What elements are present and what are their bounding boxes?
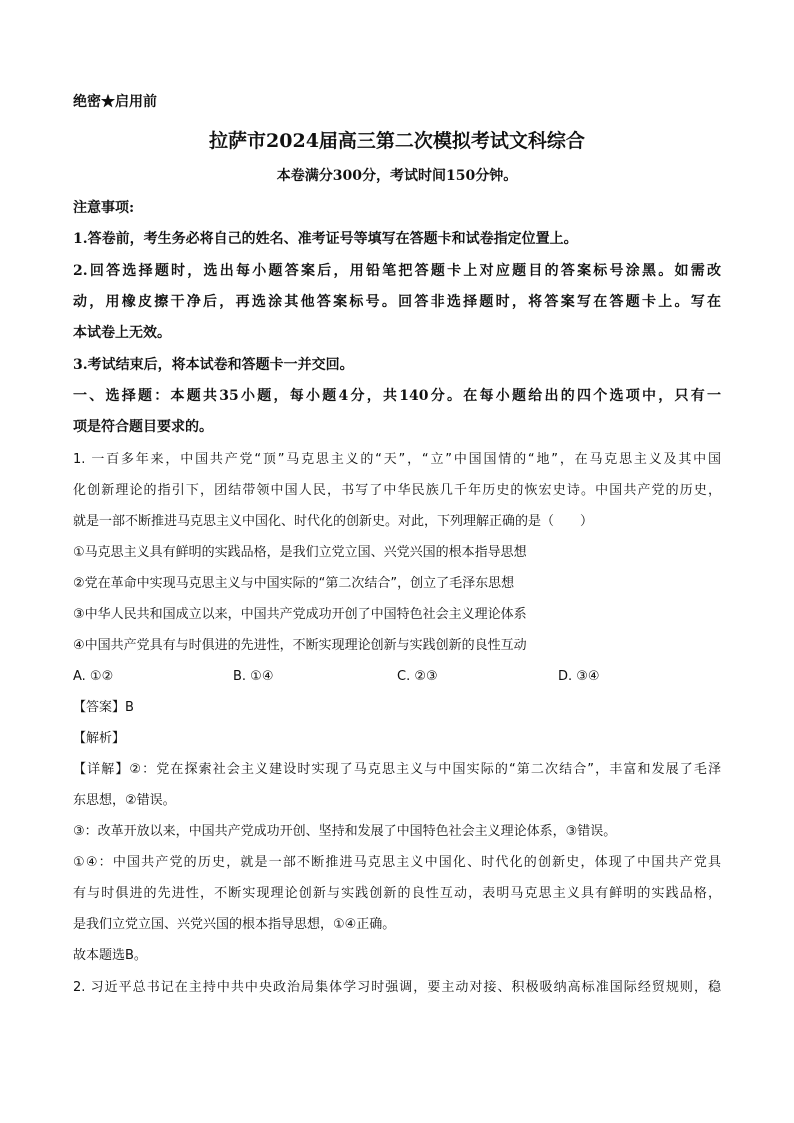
section-heading-line-2: 项是符合题目要求的。 xyxy=(73,419,213,435)
q1-stem-line-3: 就是一部不断推进马克思主义中国化、时代化的创新史。对此，下列理解正确的是（ ） xyxy=(73,514,594,529)
q1-stem-line-2: 化创新理论的指引下，团结带领中国人民，书写了中华民族几千年历史的恢宏史诗。中国共产党的历史， xyxy=(73,483,721,498)
q1-analysis-label: 【解析】 xyxy=(73,731,126,746)
exam-title: 拉萨市2024届高三第二次模拟考试文科综合 xyxy=(209,130,585,152)
notice-item-1: 1.答卷前，考生务必将自己的姓名、准考证号等填写在答题卡和试卷指定位置上。 xyxy=(73,231,578,247)
q1-detail-line-2: 东思想，②错误。 xyxy=(73,793,176,808)
q1-statement-2: ②党在革命中实现马克思主义与中国实际的“第二次结合”，创立了毛泽东思想 xyxy=(73,576,515,591)
secret-mark: 绝密★启用前 xyxy=(73,94,157,110)
notice-item-2-line-2: 动，用橡皮擦干净后，再选涂其他答案标号。回答非选择题时，将答案写在答题卡上。写在 xyxy=(73,294,721,310)
notice-item-2-line-1: 2.回答选择题时，选出每小题答案后，用铅笔把答题卡上对应题目的答案标号涂黑。如需改 xyxy=(73,263,721,279)
exam-subtitle: 本卷满分300分，考试时间150分钟。 xyxy=(276,168,518,184)
q1-answer: 【答案】B xyxy=(73,700,134,715)
q1-conclusion: 故本题选B。 xyxy=(73,948,147,963)
q1-detail-line-3: ③：改革开放以来，中国共产党成功开创、坚持和发展了中国特色社会主义理论体系，③错误。 xyxy=(73,824,617,839)
q1-statement-4: ④中国共产党具有与时俱进的先进性，不断实现理论创新与实践创新的良性互动 xyxy=(73,638,527,653)
q1-option-a: A. ①② xyxy=(73,669,114,684)
q1-option-b: B. ①④ xyxy=(233,669,274,684)
q1-detail-line-5: 有与时俱进的先进性，不断实现理论创新与实践创新的良性互动，表明马克思主义具有鲜明的实践品格， xyxy=(73,886,721,901)
q1-statement-3: ③中华人民共和国成立以来，中国共产党成功开创了中国特色社会主义理论体系 xyxy=(73,607,527,622)
q1-option-d: D. ③④ xyxy=(558,669,600,684)
q1-statement-1: ①马克思主义具有鲜明的实践品格，是我们立党立国、兴党兴国的根本指导思想 xyxy=(73,545,527,560)
q1-detail-line-6: 是我们立党立国、兴党兴国的根本指导思想，①④正确。 xyxy=(73,917,396,932)
notice-heading: 注意事项: xyxy=(73,200,135,216)
notice-item-3: 3.考试结束后，将本试卷和答题卡一并交回。 xyxy=(73,357,354,373)
notice-item-2-line-3: 本试卷上无效。 xyxy=(73,325,171,341)
section-heading-line-1: 一、选择题：本题共35小题，每小题4分，共140分。在每小题给出的四个选项中，只有一 xyxy=(73,388,721,404)
q2-stem-line-1: 2. 习近平总书记在主持中共中央政治局集体学习时强调，要主动对接、积极吸纳高标准国际经贸规则，稳 xyxy=(73,980,721,995)
q1-detail-line-4: ①④：中国共产党的历史，就是一部不断推进马克思主义中国化、时代化的创新史，体现了中国共产党具 xyxy=(73,855,721,870)
q1-stem-line-1: 1. 一百多年来，中国共产党“顶”马克思主义的“天”，“立”中国国情的“地”，在马克思主义及其中国 xyxy=(73,452,721,467)
q1-detail-line-1: 【详解】②：党在探索社会主义建设时实现了马克思主义与中国实际的“第二次结合”，丰富和发展了毛泽 xyxy=(73,762,721,777)
q1-option-c: C. ②③ xyxy=(397,669,438,684)
